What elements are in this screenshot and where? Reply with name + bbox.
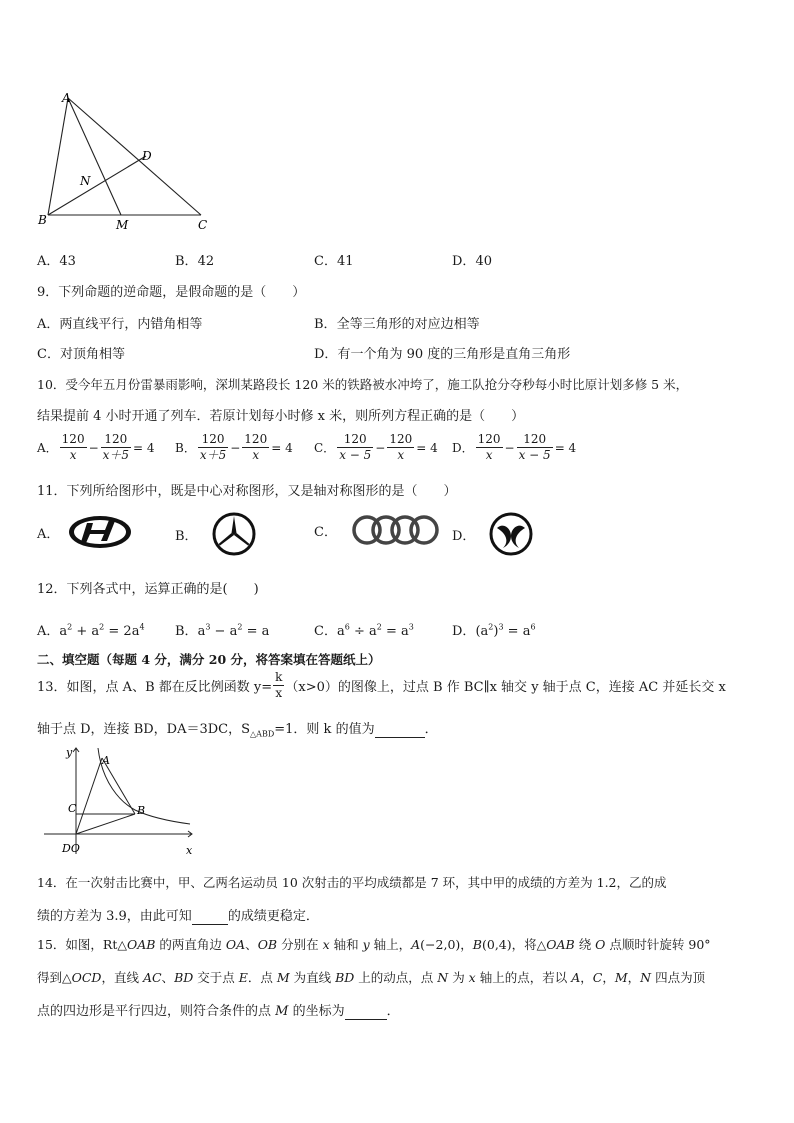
section-2-heading: 二、填空题（每题 4 分，满分 20 分，将答案填在答题纸上） bbox=[37, 652, 381, 667]
q13-label-c: C bbox=[68, 802, 77, 815]
q12-option-d[interactable]: D．$(a^2)^3 = a^6$ bbox=[452, 622, 536, 639]
q13-answer-blank[interactable] bbox=[375, 722, 425, 738]
q8-label-b: B bbox=[38, 213, 47, 227]
q11-option-a[interactable]: A． bbox=[37, 512, 133, 552]
q13-label-b: B bbox=[137, 804, 146, 817]
q9-option-b[interactable]: B．全等三角形的对应边相等 bbox=[314, 317, 480, 332]
q9-option-d[interactable]: D．有一个角为 90 度的三角形是直角三角形 bbox=[314, 347, 571, 362]
q13-coordinate-figure bbox=[40, 742, 200, 860]
q8-option-b[interactable]: B．42 bbox=[175, 254, 215, 269]
q15-answer-blank[interactable] bbox=[345, 1004, 387, 1020]
q15-line1: 15．如图，Rt△OAB 的两直角边 OA、OB 分别在 x 轴和 y 轴上，A(−2,0)，B(0,4)，将△OAB 绕 O 点顺时针旋转 90° bbox=[37, 937, 711, 952]
audi-rings-logo-icon bbox=[351, 512, 441, 548]
q13-label-x: x bbox=[186, 844, 193, 857]
q11-option-d[interactable]: D． bbox=[452, 512, 533, 556]
q14-answer-blank[interactable] bbox=[192, 909, 228, 925]
q8-option-d[interactable]: D．40 bbox=[452, 254, 492, 269]
q10-option-d[interactable]: D． $\frac{120}{x}$ − $\frac{120}{x - 5}$ = 4 bbox=[452, 432, 577, 462]
q8-option-c[interactable]: C．41 bbox=[314, 254, 354, 269]
q12-stem: 12．下列各式中，运算正确的是( ) bbox=[37, 582, 259, 597]
q8-label-n: N bbox=[80, 174, 91, 188]
q8-option-a[interactable]: A．43 bbox=[37, 254, 76, 269]
q13-label-y: y bbox=[66, 746, 73, 759]
q12-option-b[interactable]: B．$a^3 - a^2 = a$ bbox=[175, 622, 270, 639]
q8-label-m: M bbox=[116, 218, 129, 232]
q13-label-do: DO bbox=[62, 842, 80, 855]
q8-label-d: D bbox=[142, 149, 152, 163]
q13-line2: 轴于点 D，连接 BD，DA＝3DC，$S_{\triangle ABD}=1$．则 k 的值为 ． bbox=[37, 722, 438, 739]
q10-stem-line1: 10．受今年五月份雷暴雨影响，深圳某路段长 120 米的铁路被水冲垮了，施工队抢分夺秒每小时比原计划多修 5 米， bbox=[37, 377, 689, 392]
q15-line2: 得到△OCD，直线 AC、BD 交于点 E．点 M 为直线 BD 上的动点，点 N 为 x 轴上的点，若以 A，C，M，N 四点为顶 bbox=[37, 970, 706, 985]
q9-option-c[interactable]: C．对顶角相等 bbox=[37, 347, 125, 362]
q13-label-a: A bbox=[102, 754, 110, 767]
q8-label-a: A bbox=[62, 91, 71, 105]
q9-option-a[interactable]: A．两直线平行，内错角相等 bbox=[37, 317, 203, 332]
q10-stem-line2: 结果提前 4 小时开通了列车．若原计划每小时修 x 米，则所列方程正确的是（ ） bbox=[37, 409, 525, 424]
mercedes-logo-icon bbox=[212, 512, 256, 556]
q15-line3: 点的四边形是平行四边，则符合条件的点 M 的坐标为 ． bbox=[37, 1004, 400, 1019]
q11-option-c[interactable]: C． bbox=[314, 512, 441, 548]
q12-option-c[interactable]: C．$a^6 \div a^2 = a^3$ bbox=[314, 622, 414, 639]
hyundai-logo-icon bbox=[67, 512, 133, 552]
q11-stem: 11．下列所给图形中，既是中心对称图形，又是轴对称图形的是（ ） bbox=[37, 484, 457, 499]
q11-option-b[interactable]: B． bbox=[175, 512, 256, 556]
q9-stem: 9．下列命题的逆命题，是假命题的是（ ） bbox=[37, 285, 306, 300]
q14-line2: 绩的方差为 3.9，由此可知 的成绩更稳定． bbox=[37, 909, 319, 924]
q10-option-c[interactable]: C． $\frac{120}{x - 5}$ − $\frac{120}{x}$ = 4 bbox=[314, 432, 438, 462]
q14-line1: 14．在一次射击比赛中，甲、乙两名运动员 10 次射击的平均成绩都是 7 环，其中甲的成绩的方差为 1.2，乙的成 bbox=[37, 875, 667, 890]
q12-option-a[interactable]: A．$a^2 + a^2 = 2a^4$ bbox=[37, 622, 145, 639]
q13-line1: 13．如图，点 A、B 都在反比例函数 y= $\frac{k}{x}$ （x>0）的图像上，过点 B 作 BC∥x 轴交 y 轴于点 C，连接 AC 并延长交 x bbox=[37, 670, 726, 700]
q10-option-a[interactable]: A． $\frac{120}{x}$ − $\frac{120}{x+5}$ = 4 bbox=[37, 432, 155, 462]
q8-label-c: C bbox=[198, 218, 208, 232]
q10-option-b[interactable]: B． $\frac{120}{x+5}$ − $\frac{120}{x}$ = 4 bbox=[175, 432, 293, 462]
q8-triangle-figure bbox=[36, 88, 216, 236]
dongfeng-logo-icon bbox=[489, 512, 533, 556]
